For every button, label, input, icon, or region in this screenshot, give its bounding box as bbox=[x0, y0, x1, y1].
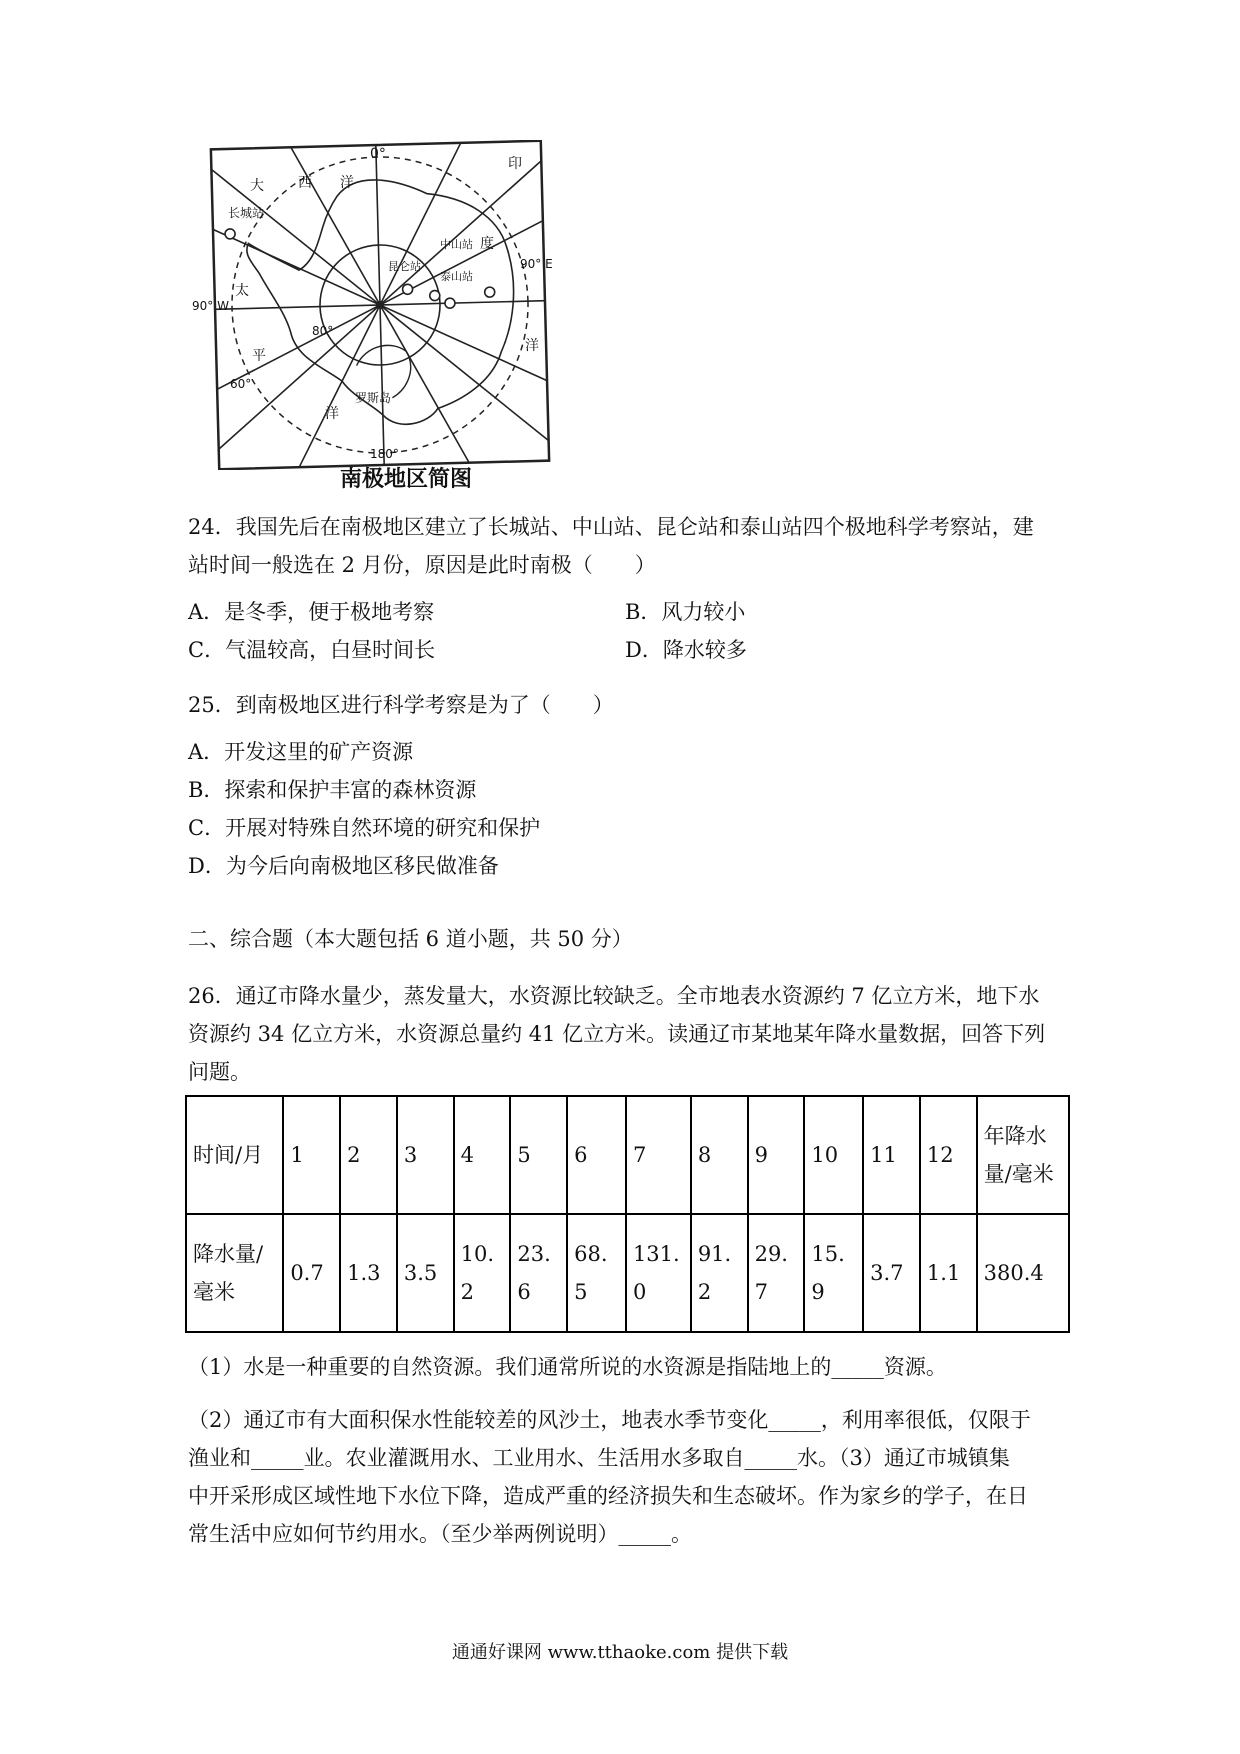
map-label-60deg: 60° bbox=[230, 377, 252, 391]
table-cell-value: 15.9 bbox=[804, 1214, 863, 1332]
q24-option-c: C．气温较高，白昼时间长 bbox=[188, 638, 436, 662]
table-cell-month: 11 bbox=[863, 1096, 920, 1214]
q24-stem-line2: 站时间一般选在 2 月份，原因是此时南极（ ） bbox=[188, 553, 656, 577]
table-cell-month: 12 bbox=[920, 1096, 977, 1214]
table-cell-value: 10.2 bbox=[454, 1214, 511, 1332]
table-header-annual: 年降水量/毫米 bbox=[977, 1096, 1069, 1214]
table-cell-month: 9 bbox=[748, 1096, 805, 1214]
table-cell-value: 3.5 bbox=[397, 1214, 454, 1332]
table-cell-value: 3.7 bbox=[863, 1214, 920, 1332]
table-row-months bbox=[186, 1096, 1069, 1214]
section2-title: 二、综合题（本大题包括 6 道小题，共 50 分） bbox=[188, 927, 633, 951]
q26-sub2-line4: 常生活中应如何节约用水。（至少举两例说明）_____。 bbox=[188, 1522, 692, 1546]
table-cell-month: 6 bbox=[567, 1096, 626, 1214]
map-label-90w: 90° W bbox=[192, 299, 229, 313]
table-cell-value: 1.3 bbox=[340, 1214, 397, 1332]
q25-option-c: C．开展对特殊自然环境的研究和保护 bbox=[188, 816, 541, 840]
table-cell-month: 3 bbox=[397, 1096, 454, 1214]
q25-stem: 25．到南极地区进行科学考察是为了（ ） bbox=[188, 693, 614, 717]
table-cell-value: 91.2 bbox=[691, 1214, 748, 1332]
map-label-kunlun: 昆仑站 bbox=[388, 260, 421, 273]
map-label-ocean-da: 大 bbox=[250, 178, 264, 194]
table-row-precipitation bbox=[186, 1214, 1069, 1332]
q24-option-d: D．降水较多 bbox=[625, 638, 747, 662]
q26-sub2-line3: 中开采形成区域性地下水位下降，造成严重的经济损失和生态破坏。作为家乡的学子，在日 bbox=[188, 1484, 1028, 1508]
table-cell-month: 5 bbox=[510, 1096, 567, 1214]
q26-sub1: （1）水是一种重要的自然资源。我们通常所说的水资源是指陆地上的_____资源。 bbox=[188, 1355, 947, 1379]
map-label-zhongshan: 中山站 bbox=[440, 238, 473, 251]
map-label-ocean-yin: 印 bbox=[508, 156, 522, 172]
q26-stem-line1: 26．通辽市降水量少，蒸发量大，水资源比较缺乏。全市地表水资源约 7 亿立方米，地下水 bbox=[188, 984, 1040, 1008]
precipitation-table bbox=[185, 1095, 1070, 1333]
map-label-90e: 90° E bbox=[520, 257, 553, 271]
table-cell-month: 2 bbox=[340, 1096, 397, 1214]
map-label-ocean-yang1: 洋 bbox=[340, 175, 354, 191]
q25-option-d: D．为今后向南极地区移民做准备 bbox=[188, 854, 499, 878]
table-cell-month: 10 bbox=[804, 1096, 863, 1214]
antarctic-map bbox=[190, 140, 570, 510]
map-label-changcheng: 长城站 bbox=[228, 206, 265, 220]
antarctic-map-graphic bbox=[190, 140, 570, 470]
q24-stem-line1: 24．我国先后在南极地区建立了长城站、中山站、昆仑站和泰山站四个极地科学考察站，建 bbox=[188, 515, 1034, 539]
map-label-ocean-ping: 平 bbox=[252, 348, 266, 364]
map-label-ocean-du: 度 bbox=[480, 236, 494, 252]
map-label-80deg: 80° bbox=[312, 324, 334, 338]
table-cell-value: 23.6 bbox=[510, 1214, 567, 1332]
map-label-ocean-yang3: 洋 bbox=[325, 406, 339, 422]
table-cell-value: 29.7 bbox=[748, 1214, 805, 1332]
table-cell-value: 1.1 bbox=[920, 1214, 977, 1332]
map-label-180: 180° bbox=[370, 447, 399, 461]
q24-option-a: A．是冬季，便于极地考察 bbox=[188, 600, 435, 624]
map-caption: 南极地区简图 bbox=[340, 466, 473, 492]
map-label-0deg: 0° bbox=[370, 146, 386, 162]
map-label-ocean-tai: 太 bbox=[235, 283, 249, 299]
q26-sub2-line1: （2）通辽市有大面积保水性能较差的风沙土，地表水季节变化_____，利用率很低，仅限于 bbox=[188, 1408, 1031, 1432]
map-label-taishan: 泰山站 bbox=[440, 270, 473, 283]
table-cell-month: 4 bbox=[454, 1096, 511, 1214]
map-label-ocean-xi: 西 bbox=[298, 175, 312, 191]
table-cell-value: 0.7 bbox=[283, 1214, 340, 1332]
table-cell-month: 7 bbox=[626, 1096, 691, 1214]
q25-option-a: A．开发这里的矿产资源 bbox=[188, 740, 414, 764]
table-cell-value: 131.0 bbox=[626, 1214, 691, 1332]
table-cell-value: 68.5 bbox=[567, 1214, 626, 1332]
q25-option-b: B．探索和保护丰富的森林资源 bbox=[188, 778, 477, 802]
q26-stem-line2: 资源约 34 亿立方米，水资源总量约 41 亿立方米。读通辽市某地某年降水量数据，回答下列 bbox=[188, 1022, 1046, 1046]
table-cell-annual-value: 380.4 bbox=[977, 1214, 1069, 1332]
q26-stem-line3: 问题。 bbox=[188, 1060, 251, 1084]
map-label-ocean-yang2: 洋 bbox=[525, 338, 539, 354]
map-label-rossdao: 罗斯岛 bbox=[355, 391, 392, 405]
q26-sub2-line2: 渔业和_____业。农业灌溉用水、工业用水、生活用水多取自_____水。（3）通辽市城镇集 bbox=[188, 1446, 1010, 1470]
table-cell-month: 1 bbox=[283, 1096, 340, 1214]
q24-option-b: B．风力较小 bbox=[625, 600, 746, 624]
table-cell-month: 8 bbox=[691, 1096, 748, 1214]
table-header-month: 时间/月 bbox=[186, 1096, 283, 1214]
table-header-precipitation: 降水量/毫米 bbox=[186, 1214, 283, 1332]
page-footer: 通通好课网 www.tthaoke.com 提供下载 bbox=[451, 1642, 789, 1663]
